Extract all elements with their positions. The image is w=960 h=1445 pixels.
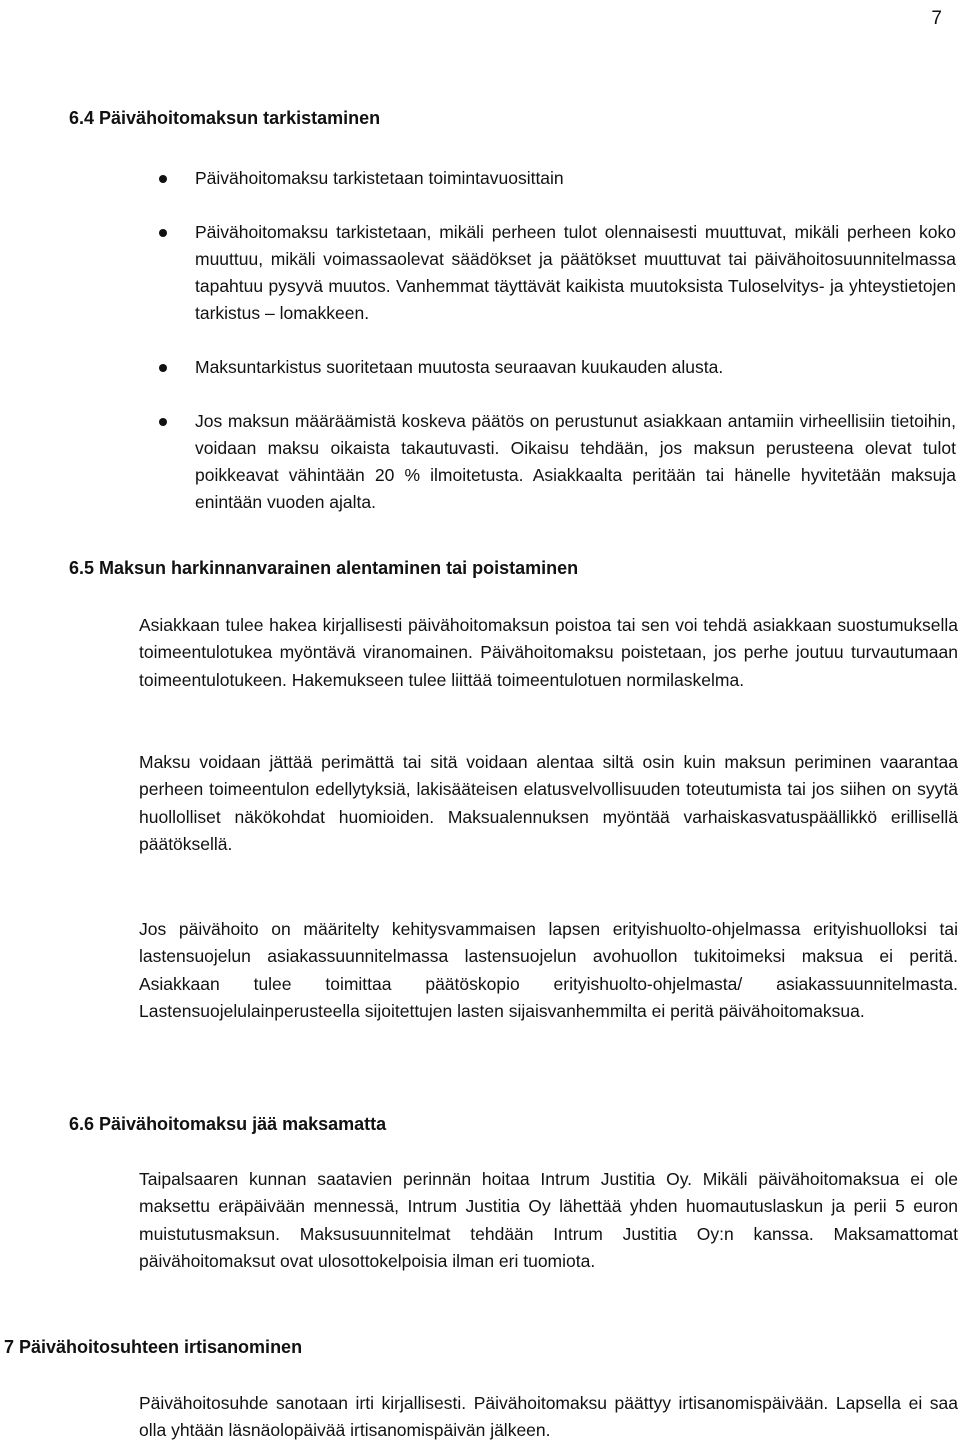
bullet-icon [159, 175, 167, 183]
paragraph: Maksu voidaan jättää perimättä tai sitä voidaan alentaa siltä osin kuin maksun periminen vaarantaa perheen toimeentulon edellytyksiä, lakisääteisen elatusvelvollisuuden toteutumista tai jos siihen on syytä huollolliset näkökohdat huomioiden. Maksualennuksen myöntää varhaiskasvatuspäällikkö erillisellä päätöksellä. [139, 752, 958, 854]
page-number: 7 [931, 8, 942, 29]
bullet-icon [159, 229, 167, 237]
bullet-icon [159, 364, 167, 372]
list-item-text: Maksuntarkistus suoritetaan muutosta seuraavan kuukauden alusta. [195, 357, 724, 377]
section-heading-7: 7 Päivähoitosuhteen irtisanominen [4, 1337, 303, 1357]
list-item [0, 165, 960, 192]
section-heading-6-6: 6.6 Päivähoitomaksu jää maksamatta [69, 1114, 387, 1134]
list-item [0, 219, 960, 327]
paragraph: Taipalsaaren kunnan saatavien perinnän hoitaa Intrum Justitia Oy. Mikäli päivähoitomaksua ei ole maksettu eräpäivään mennessä, Intrum Justitia Oy lähettää yhden huomautuslaskun ja perii 5 euron muistutusmaksun. Maksusuunnitelmat tehdään Intrum Justitia Oy:n kanssa. Maksamattomat päivähoitomaksut ovat ulosottokelpoisia ilman eri tuomiota. [139, 1169, 958, 1271]
list-item-text: Päivähoitomaksu tarkistetaan, mikäli perheen tulot olennaisesti muuttuvat, mikäli perheen koko muuttuu, mikäli voimassaolevat säädökset ja päätökset muuttuvat tai päivähoitosuunnitelmassa tapahtuu pysyvä muutos. Vanhemmat täyttävät kaikista muutoksista Tuloselvitys- ja yhteystietojen tarkistus – lomakkeen. [195, 222, 956, 323]
bullet-icon [159, 418, 167, 426]
section-heading-6-5: 6.5 Maksun harkinnanvarainen alentaminen tai poistaminen [69, 558, 579, 578]
section-heading-6-4: 6.4 Päivähoitomaksun tarkistaminen [69, 108, 381, 128]
bullet-list-6-4 [0, 165, 960, 516]
paragraph: Jos päivähoito on määritelty kehitysvammaisen lapsen erityishuolto-ohjelmassa erityishuolloksi tai lastensuojelun asiakassuunnitelmassa lastensuojelun avohuollon tukitoimeksi maksua ei peritä. Asiakkaan tulee toimittaa päätöskopio erityishuolto-ohjelmasta/ asiakassuunnitelmasta. Lastensuojelulainperusteella sijoitettujen lasten sijaisvanhemmilta ei peritä päivähoitomaksua. [139, 919, 958, 1021]
list-item [0, 408, 960, 516]
list-item-text: Jos maksun määräämistä koskeva päätös on perustunut asiakkaan antamiin virheellisiin tietoihin, voidaan maksu oikaista takautuvasti. Oikaisu tehdään, jos maksun perusteena olevat tulot poikkeavat vähintään 20 % ilmoitetusta. Asiakkaalta peritään tai hänelle hyvitetään maksuja enintään vuoden ajalta. [195, 411, 956, 512]
paragraph: Asiakkaan tulee hakea kirjallisesti päivähoitomaksun poistoa tai sen voi tehdä asiakkaan suostumuksella toimeentulotukea myöntävä viranomainen. Päivähoitomaksu poistetaan, jos perhe joutuu turvautumaan toimeentulotukeen. Hakemukseen tulee liittää toimeentulotuen normilaskelma. [139, 615, 958, 690]
list-item [0, 354, 960, 381]
paragraph: Päivähoitosuhde sanotaan irti kirjallisesti. Päivähoitomaksu päättyy irtisanomispäivään. Lapsella ei saa olla yhtään läsnäolopäivää irtisanomispäivän jälkeen. [139, 1393, 958, 1441]
list-item-text: Päivähoitomaksu tarkistetaan toimintavuosittain [195, 168, 564, 188]
